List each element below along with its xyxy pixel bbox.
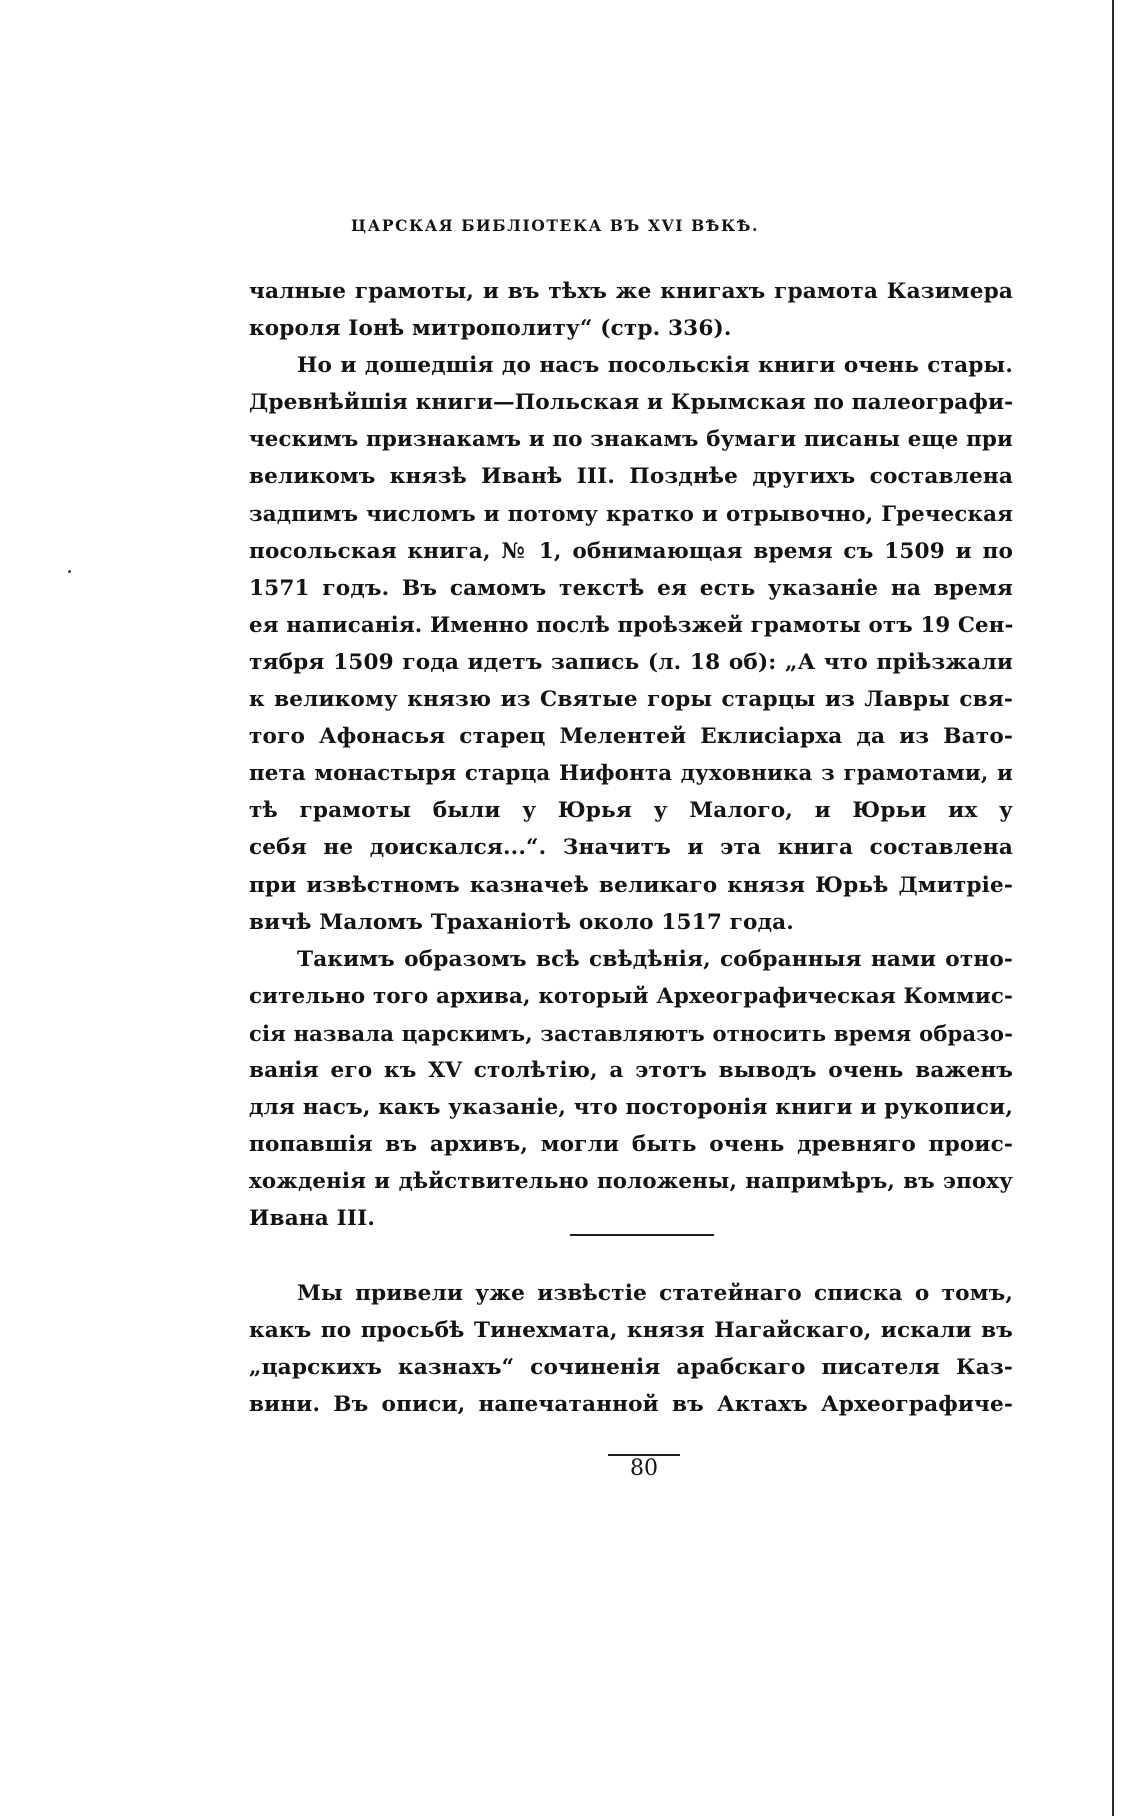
text-line: Древнѣйшія книги—Польская и Крымская по палеографи-: [249, 390, 1014, 416]
running-head: ЦАРСКАЯ БИБЛІОТЕКА ВЪ XVI ВѢКѢ.: [351, 216, 759, 235]
text-line: попавшія въ архивъ, могли быть очень древняго проис-: [249, 1132, 1013, 1158]
text-block-main: [249, 273, 1013, 1237]
text-line: Мы привели уже извѣстіе статейнаго списка о томъ,: [297, 1281, 1013, 1306]
text-line: ческимъ признакамъ и по знакамъ бумаги писаны еще при: [249, 427, 1013, 453]
text-line: того Афонасья старец Мелентей Еклисіарха да из Ватo-: [249, 724, 1013, 750]
text-line: сія назвала царскимъ, заставляютъ относить время образо-: [249, 1020, 1013, 1046]
text-line: посольская книга, № 1, обнимающая время съ 1509 и по: [249, 538, 1013, 564]
page-number: 80: [630, 1456, 658, 1481]
text-line: ванія его къ XV столѣтію, а этотъ выводъ очень важенъ: [249, 1057, 1013, 1083]
text-line: великомъ князѣ Иванѣ III. Позднѣе другихъ составлена: [249, 464, 1013, 490]
page-edge-line: [1112, 0, 1114, 1816]
text-line: для насъ, какъ указаніе, что посторонія книги и рукописи,: [249, 1095, 1013, 1121]
text-line: пета монастыря старца Нифонта духовника з грамотами, и: [249, 761, 1013, 787]
section-divider-rule: [570, 1234, 714, 1236]
text-block-continued: [249, 1275, 1013, 1423]
text-line: 1571 годъ. Въ самомъ текстѣ ея есть указаніе на время: [249, 575, 1013, 601]
text-line: при извѣстномъ казначеѣ великаго князя Юрьѣ Дмитріе-: [249, 872, 1013, 898]
text-line: вичѣ Маломъ Траханіотѣ около 1517 года.: [249, 909, 794, 935]
text-line: „царскихъ казнахъ“ сочиненія арабскаго писателя Каз-: [249, 1355, 1013, 1381]
text-line: Такимъ образомъ всѣ свѣдѣнія, собранныя нами отно-: [297, 946, 1013, 972]
text-line: хожденія и дѣйствительно положены, напримѣръ, въ эпоху: [249, 1169, 1013, 1195]
text-line: какъ по просьбѣ Тинехмата, князя Нагайскаго, искали въ: [249, 1318, 1013, 1344]
text-line: тѣ грамоты были у Юрья у Малого, и Юрьи их у: [249, 798, 1013, 824]
text-line: себя не доискался...“. Значитъ и эта книга составлена: [249, 835, 1013, 861]
text-line: к великому князю из Святые горы старцы из Лавры свя-: [249, 687, 1013, 713]
text-line: задпимъ числомъ и потому кратко и отрывочно, Греческая: [249, 501, 1013, 527]
text-line: Ивана III.: [249, 1206, 376, 1232]
text-line: ея написанія. Именно послѣ проѣзжей грамоты отъ 19 Сен-: [249, 612, 1014, 638]
text-line: вини. Въ описи, напечатанной въ Актахъ Археографиче-: [249, 1392, 1013, 1418]
text-line: тября 1509 года идетъ запись (л. 18 об): „А что пріѣзжали: [249, 649, 1013, 675]
text-line: чалные грамоты, и въ тѣхъ же книгахъ грамота Казимера: [249, 279, 1013, 304]
text-line: Но и дошедшія до насъ посольскія книги очень стары.: [297, 353, 1013, 379]
scan-speck: [68, 570, 71, 573]
text-line: сительно того архива, который Археографическая Коммис-: [249, 983, 1013, 1009]
text-line: короля Іонѣ митрополиту“ (стр. 336).: [249, 316, 732, 342]
